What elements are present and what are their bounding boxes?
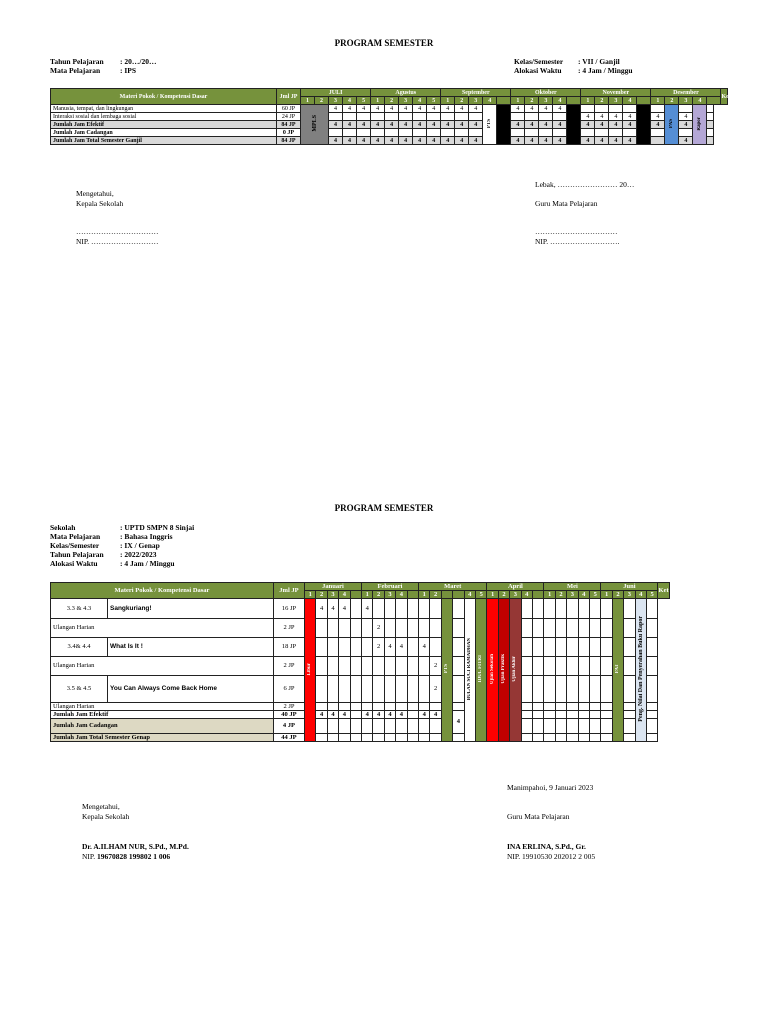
week-num: 3 [609,97,623,105]
hours-cell: 4 [609,121,623,129]
week-num: 5 [475,591,486,599]
value: : 2022/2023 [120,550,157,559]
jp-cell: 2 JP [273,619,304,638]
pts-block [483,105,497,145]
total-label: Jumlah Jam Cadangan [51,719,274,734]
hours-cell: 4 [385,137,399,145]
ujian-label: Ujian Sekolah [489,653,495,685]
month-header: Januari [305,583,362,591]
pts-label: PTS [444,664,449,674]
label: Mata Pelajaran [50,532,101,541]
table-row [51,638,692,657]
label: Tahun Pelajaran [50,57,104,66]
value: : IX / Genap [120,541,160,550]
hours-cell: 4 [396,638,407,657]
col-header-materi: Materi Pokok / Kompetensi Dasar [51,89,277,105]
jp-cell: 4 JP [273,719,304,734]
materi-cell: Interaksi sosial dan lembaga sosial [51,113,277,121]
jp-cell: 40 JP [273,711,304,719]
week-num: 3 [567,591,578,599]
week-blank [497,97,511,105]
pat-block [612,599,623,742]
week-num: 3 [399,97,413,105]
week-num: 3 [539,97,553,105]
hours-cell: 4 [511,137,525,145]
week-num: 1 [651,97,665,105]
hours-cell: 4 [385,105,399,113]
week-num: 2 [373,591,384,599]
hours-cell: 4 [441,105,455,113]
nip-line: NIP. ……………………… [76,237,159,246]
week-blank [532,591,543,599]
week-num: 5 [357,97,371,105]
label: Mata Pelajaran [50,66,101,75]
hours-cell: 4 [679,121,693,129]
head-nip: 19670828 199802 1 006 [97,852,171,861]
week-num: 5 [589,591,600,599]
table-row [51,676,692,703]
hours-cell: 4 [427,137,441,145]
teacher-name: INA ERLINA, S.Pd., Gr. [507,842,586,851]
hours-cell: 4 [539,105,553,113]
hours-cell: 4 [623,121,637,129]
mpls-block [301,105,329,145]
month-header: Desember [651,89,721,97]
hours-cell: 4 [327,599,338,619]
week-num: 2 [665,97,679,105]
week-num: 2 [498,591,509,599]
kd-cell: Ulangan Harian [51,657,274,676]
month-header: November [581,89,651,97]
week-num: 1 [419,591,430,599]
value: : 4 Jam / Minggu [120,559,175,568]
jp-cell: 6 JP [273,676,304,703]
table-row [51,703,692,711]
kd-cell: Ulangan Harian [51,703,274,711]
hours-cell: 4 [539,137,553,145]
hours-cell: 4 [511,121,525,129]
week-num: 2 [455,97,469,105]
hours-cell: 4 [327,711,338,719]
hours-cell: 4 [623,137,637,145]
week-num: 3 [469,97,483,105]
jp-cell: 2 JP [273,703,304,711]
value: : VII / Ganjil [578,57,620,66]
week-num: 2 [315,97,329,105]
label: Kelas/Semester [514,57,564,66]
hours-cell: 4 [651,121,665,129]
hours-cell: 4 [413,137,427,145]
materi-cell: Jumlah Jam Cadangan [51,129,277,137]
week-num: 4 [578,591,589,599]
table-row [51,619,692,638]
idul-fitri-label: IDUL FITRI [478,655,484,683]
hours-cell: 4 [469,137,483,145]
hours-cell: 4 [581,121,595,129]
hours-cell: 4 [581,137,595,145]
week-num: 3 [624,591,635,599]
value: : Bahasa Inggris [120,532,173,541]
doc2-place-date: Manimpahoi, 9 Januari 2023 [507,783,594,792]
hours-cell: 4 [679,137,693,145]
topic-cell: You Can Always Come Back Home [108,676,274,703]
hours-cell: 4 [455,137,469,145]
materi-cell: Jumlah Jam Total Semester Ganjil [51,137,277,145]
materi-cell: Jumlah Jam Efektif [51,121,277,129]
hours-cell: 4 [371,137,385,145]
page-title-1: PROGRAM SEMESTER [334,38,434,48]
hours-cell: 4 [362,599,373,619]
hours-cell: 4 [469,105,483,113]
week-blank [407,591,418,599]
teacher-nip: NIP. 19910530 202012 2 005 [507,852,596,861]
pts-label: PTS [486,118,492,129]
week-blank [567,97,581,105]
value: : IPS [120,66,137,75]
jp-cell: 60 JP [277,105,301,113]
week-num: 2 [316,591,327,599]
rapor-label: Rapor [696,116,702,131]
label: Sekolah [50,523,76,532]
hours-cell: 4 [329,121,343,129]
ujian-block-1 [487,599,498,742]
hours-cell: 4 [581,113,595,121]
jp-cell: 24 JP [277,113,301,121]
hours-cell: 4 [651,113,665,121]
hours-cell: 4 [413,121,427,129]
hours-cell: 4 [455,105,469,113]
week-num: 4 [553,97,567,105]
doc1-sign-left [76,189,159,247]
kd-cell: 3.5 & 4.5 [51,676,108,703]
hours-cell: 4 [595,121,609,129]
ujian-label: Ujian Akhir [512,656,518,682]
week-blank [637,97,651,105]
total-label: Jumlah Jam Efektif [51,711,274,719]
week-num: 4 [339,591,350,599]
label: Kelas/Semester [50,541,100,550]
table-row [51,137,764,145]
kepala-sekolah: Kepala Sekolah [76,199,124,208]
table-row [51,129,764,137]
table-row [51,734,692,742]
table-row [51,121,764,129]
hours-cell: 4 [539,121,553,129]
ujian-block-3 [510,599,521,742]
label: Alokasi Waktu [50,559,98,568]
schedule-table-1 [50,88,764,145]
hours-cell: 4 [525,121,539,129]
hours-cell: 4 [427,105,441,113]
jp-cell: 2 JP [273,657,304,676]
hours-cell: 4 [469,121,483,129]
month-header: September [441,89,511,97]
hours-cell: 4 [427,121,441,129]
week-num: 4 [413,97,427,105]
holiday-block [567,105,581,145]
week-num: 1 [601,591,612,599]
hours-cell: 4 [396,711,407,719]
month-header: Mei [544,583,601,591]
week-num: 3 [510,591,521,599]
holiday-block [637,105,651,145]
hours-cell: 4 [679,113,693,121]
week-num: 5 [427,97,441,105]
week-num: 2 [555,591,566,599]
hours-cell: 4 [357,105,371,113]
guru-mapel: Guru Mata Pelajaran [507,812,570,821]
hours-cell: 2 [430,657,441,676]
hours-cell: 4 [623,113,637,121]
col-header-materi: Materi Pokok / Kompetensi Dasar [51,583,274,599]
table-row [51,657,692,676]
hours-cell: 4 [384,638,395,657]
month-header: JULI [301,89,371,97]
hours-cell: 4 [525,105,539,113]
libur-label: Libur [307,662,313,676]
value: : 20…/20… [120,57,157,66]
hours-cell: 4 [362,711,373,719]
week-num: 1 [441,97,455,105]
month-header: Oktober [511,89,581,97]
month-header: April [487,583,544,591]
hours-cell: 2 [430,676,441,703]
nip-label: NIP. [82,852,98,861]
week-num: 2 [595,97,609,105]
doc2-header [50,523,194,568]
hours-cell: 4 [343,105,357,113]
topic-cell: Sangkuriang! [108,599,274,619]
week-num: 2 [612,591,623,599]
mpls-label: MPLS [311,115,318,132]
hours-cell: 4 [609,113,623,121]
week-num: 4 [693,97,707,105]
jp-cell: 16 JP [273,599,304,619]
week-num: 4 [635,591,646,599]
kepala-sekolah: Kepala Sekolah [82,812,130,821]
kd-cell: 3.3 & 4.3 [51,599,108,619]
topic-cell: What Is It ! [108,638,274,657]
hours-cell: 4 [399,121,413,129]
ramadhan-block [464,599,475,742]
label: Tahun Pelajaran [50,550,104,559]
hours-cell: 4 [413,105,427,113]
jp-cell: 44 JP [273,734,304,742]
hours-cell: 4 [441,121,455,129]
doc1-place-date: Lebak, …………………… 20… [535,180,635,189]
doc1-header-left [50,57,156,75]
week-num: 1 [487,591,498,599]
table-row [51,105,764,113]
mengetahui: Mengetahui, [82,802,120,811]
rapor-block [635,599,646,742]
hours-cell: 4 [343,121,357,129]
ujian-block-2 [498,599,509,742]
week-num: 1 [362,591,373,599]
mengetahui: Mengetahui, [76,189,114,198]
doc1-sign-right [535,199,619,247]
week-num: 2 [385,97,399,105]
hours-cell: 4 [419,638,430,657]
idul-fitri-block [475,599,486,742]
guru-mapel: Guru Mata Pelajaran [535,199,598,208]
ramadhan-label: BULAN SUCI RAMADHAN [466,637,472,701]
table-row [51,711,692,719]
hours-cell: 2 [373,638,384,657]
hours-cell: 4 [373,711,384,719]
week-num: 1 [305,591,316,599]
week-num: 4 [343,97,357,105]
week-num: 3 [329,97,343,105]
table-row [51,113,764,121]
doc1-header-right [514,57,633,75]
head-name: Dr. A.ILHAM NUR, S.Pd., M.Pd. [82,842,189,851]
month-header: Agustus [371,89,441,97]
hours-cell: 4 [609,137,623,145]
jp-cell: 84 JP [277,121,301,129]
hours-cell: 4 [339,599,350,619]
table-row [51,719,692,734]
hours-cell: 4 [430,711,441,719]
jp-cell: 18 JP [273,638,304,657]
pts-block [441,599,452,742]
week-num: 1 [581,97,595,105]
total-label: Jumlah Jam Total Semester Genap [51,734,274,742]
week-blank [707,97,721,105]
hours-cell: 4 [371,105,385,113]
hours-cell: 4 [316,711,327,719]
jp-cell: 84 JP [277,137,301,145]
hours-cell: 4 [553,137,567,145]
week-num: 2 [525,97,539,105]
hours-cell: 4 [357,137,371,145]
hours-cell: 4 [455,121,469,129]
jp-cell: 0 JP [277,129,301,137]
hours-cell: 4 [384,711,395,719]
rapor-label: Peng. Nilai Dan Penyerahan Buku Rapor [637,616,644,722]
hours-cell: 4 [441,137,455,145]
nip-line: NIP. ………………………. [535,237,620,246]
month-header: Maret [419,583,487,591]
schedule-table-2 [50,582,692,742]
month-header: Juni [601,583,658,591]
kd-cell: 3.4& 4.4 [51,638,108,657]
hours-cell: 4 [357,121,371,129]
hours-cell: 4 [511,105,525,113]
col-header-jml: Jml JP [273,583,304,599]
head-nip-line [82,852,189,862]
label: Alokasi Waktu [514,66,562,75]
doc2-sign-right [507,812,595,862]
week-num: 4 [396,591,407,599]
hours-cell: 4 [419,711,430,719]
week-num: 5 [646,591,657,599]
week-num: 1 [301,97,315,105]
hours-cell: 4 [595,113,609,121]
doc2-sign-left [82,802,189,862]
month-header: Februari [362,583,419,591]
rapor-block [693,105,707,145]
pat-label: PAT [614,664,620,674]
week-num: 1 [371,97,385,105]
hours-cell: 4 [553,105,567,113]
hours-cell: 4 [399,105,413,113]
hours-cell: 4 [371,121,385,129]
pas-label: PAS [668,118,674,129]
hours-cell: 4 [339,711,350,719]
hours-cell: 4 [399,137,413,145]
week-num: 1 [544,591,555,599]
week-num: 4 [623,97,637,105]
libur-block [305,599,316,742]
page-title-2: PROGRAM SEMESTER [334,503,434,513]
hours-cell: 2 [373,619,384,638]
hours-cell: 4 [453,711,464,734]
week-blank [453,591,464,599]
week-num: 4 [464,591,475,599]
col-header-ket: Ket [658,583,669,599]
hours-cell: 4 [343,137,357,145]
name-line: …………………………… [535,227,618,236]
kd-cell: Ulangan Harian [51,619,274,638]
hours-cell: 4 [329,137,343,145]
week-num: 4 [483,97,497,105]
week-num: 3 [679,97,693,105]
value: : 4 Jam / Minggu [578,66,633,75]
hours-cell: 4 [385,121,399,129]
name-line: …………………………… [76,227,159,236]
col-header-jml: Jml JP [277,89,301,105]
holiday-block [497,105,511,145]
hours-cell: 4 [595,137,609,145]
table-row [51,599,692,619]
week-num: 3 [327,591,338,599]
week-blank [441,591,452,599]
hours-cell: 4 [316,599,327,619]
week-num: 4 [521,591,532,599]
week-num: 3 [384,591,395,599]
materi-cell: Manusia, tempat, dan lingkungan [51,105,277,113]
col-header-ket: Ket [721,89,728,105]
hours-cell: 4 [525,137,539,145]
hours-cell: 4 [329,105,343,113]
week-num: 1 [511,97,525,105]
pas-block [665,105,679,145]
week-blank [350,591,361,599]
hours-cell: 4 [553,121,567,129]
ujian-label: Ujian Praktik [500,654,506,684]
week-num: 2 [430,591,441,599]
value: : UPTD SMPN 8 Sinjai [120,523,195,532]
